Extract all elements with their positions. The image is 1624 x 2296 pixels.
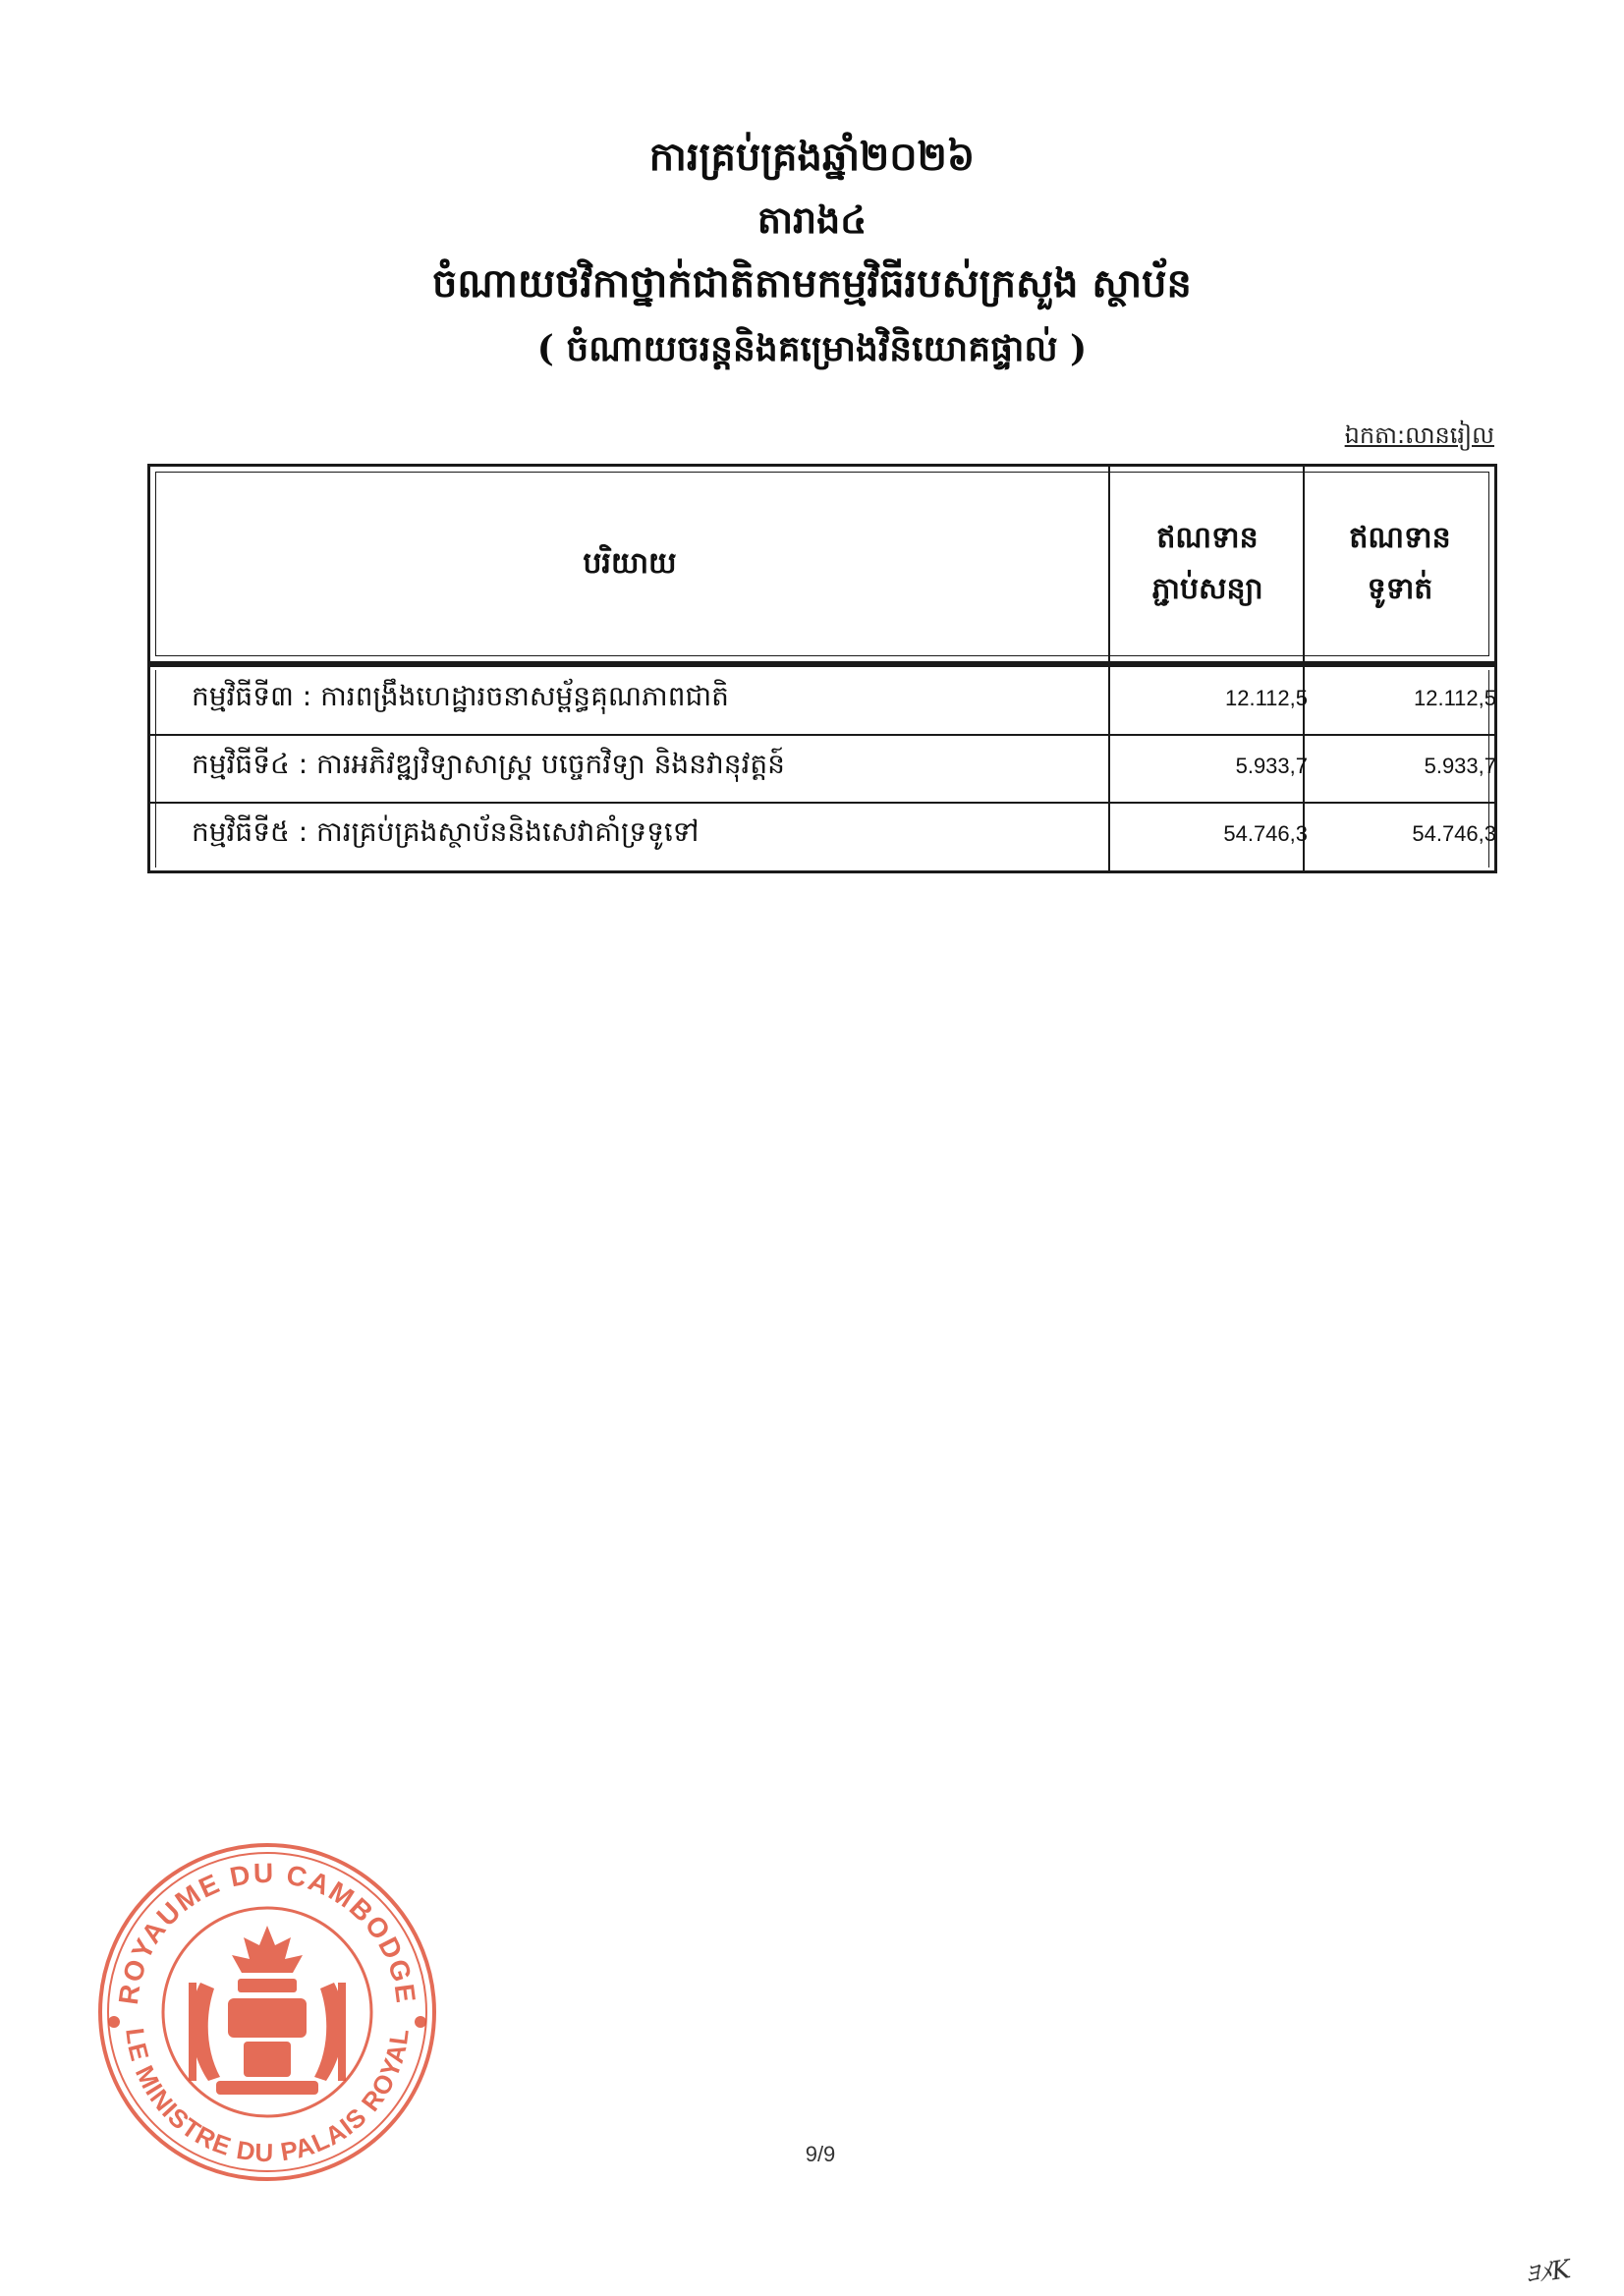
table-row: [150, 667, 1494, 734]
handwritten-initials: ﾖﾒK: [1524, 2254, 1573, 2290]
table-subheading: ( ចំណាយចរន្តនិងគម្រោងវិនិយោគផ្ទាល់ ): [536, 328, 1088, 369]
table-body: [147, 664, 1497, 873]
table-heading: ចំណាយថវិកាថ្នាក់ជាតិតាមកម្មវិធីរបស់ក្រសួង ស្ថាប័ន: [432, 260, 1192, 307]
row-commitment: 12.112,5: [1224, 686, 1308, 710]
row-commitment: 5.933,7: [1235, 754, 1308, 778]
row-payment: 54.746,3: [1412, 821, 1496, 846]
row-program: កម្មវិធីទី៤ : ការអភិវឌ្ឍវិទ្យាសាស្ត្រ បច្ចេកវិទ្យា និងនវានុវត្តន៍: [192, 748, 785, 780]
header-commitment-label: ឥណទាន ភ្ជាប់សន្យា: [1151, 521, 1263, 606]
header-payment-label: ឥណទាន ទូទាត់: [1349, 521, 1451, 606]
royal-seal-stamp: [90, 1835, 444, 2189]
row-program: កម្មវិធីទី៥ : ការគ្រប់គ្រងស្ថាប័ននិងសេវាគាំទ្រទូទៅ: [192, 815, 700, 848]
row-payment: 12.112,5: [1413, 686, 1496, 710]
unit-label: ឯកតា:លានរៀល: [1344, 421, 1494, 449]
table-header: [147, 464, 1497, 664]
document-title: ការគ្រប់គ្រងឆ្នាំ២០២៦: [648, 134, 976, 180]
table-number: តារាង៤: [756, 197, 868, 242]
header-payment: [1306, 467, 1494, 661]
header-commitment: [1111, 467, 1304, 661]
row-commitment: 54.746,3: [1223, 821, 1308, 846]
table-row: [150, 803, 1494, 869]
row-program: កម្មវិធីទី៣ : ការពង្រឹងហេដ្ឋារចនាសម្ព័ន្ធគុណភាពជាតិ: [192, 680, 729, 712]
row-payment: 5.933,7: [1424, 754, 1496, 778]
header-description: [150, 467, 1109, 661]
table-row: [150, 735, 1494, 802]
page-number: 9/9: [805, 2142, 836, 2166]
header-description-label: បរិយាយ: [583, 546, 677, 581]
document-titles: [0, 126, 1624, 381]
seal-text-bottom: LE MINISTRE DU PALAIS ROYAL: [120, 2026, 415, 2168]
seal-text-top: ROYAUME DU CAMBODGE: [112, 1857, 422, 2007]
